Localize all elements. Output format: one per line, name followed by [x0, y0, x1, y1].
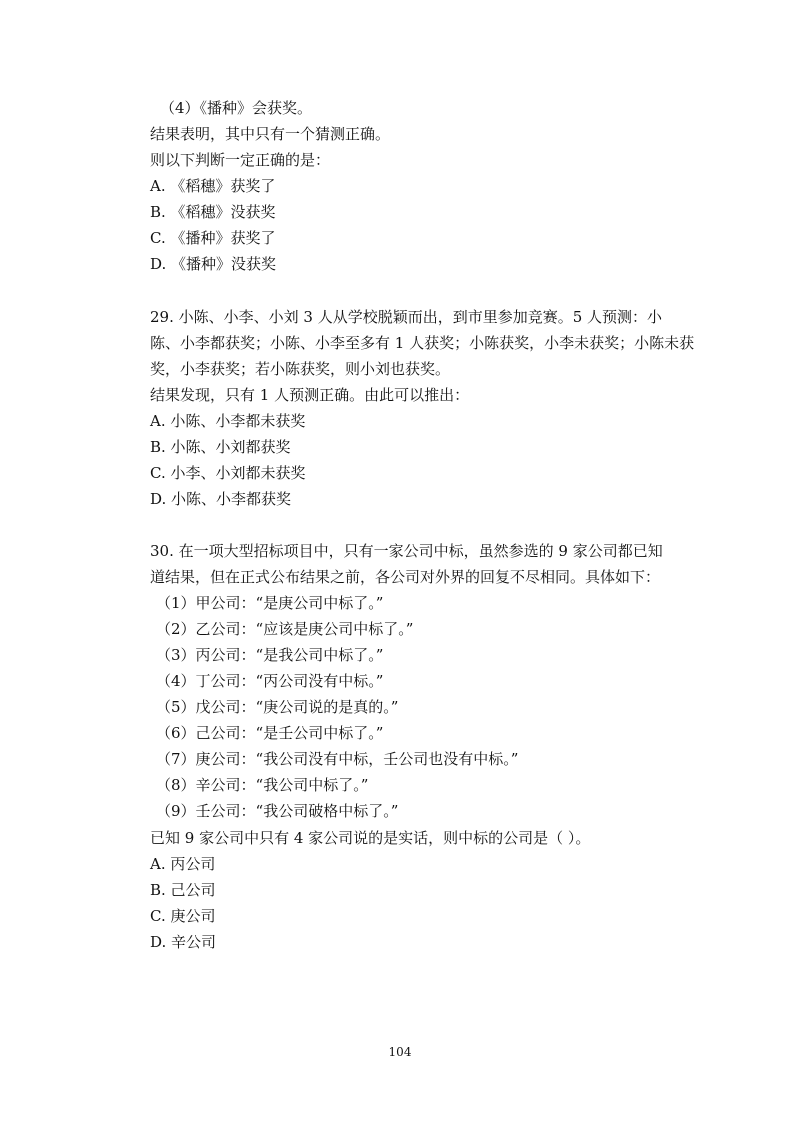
- q30-statement-8: （8）辛公司：“我公司中标了。”: [156, 776, 369, 794]
- q30-stem-line-2: 道结果，但在正式公布结果之前，各公司对外界的回复不尽相同。具体如下：: [150, 568, 661, 586]
- q28-item-4: （4）《播种》会获奖。: [160, 99, 313, 117]
- q30-stem-line-1: 30. 在一项大型招标项目中，只有一家公司中标，虽然参选的 9 家公司都已知: [150, 542, 663, 560]
- q28-option-c: C. 《播种》获奖了: [150, 229, 276, 247]
- q30-statement-6: （6）己公司：“是壬公司中标了。”: [156, 724, 384, 742]
- q28-prompt: 则以下判断一定正确的是：: [150, 151, 331, 169]
- q30-statement-1: （1）甲公司：“是庚公司中标了。”: [156, 594, 384, 612]
- q30-question: 已知 9 家公司中只有 4 家公司说的是实话，则中标的公司是（ ）。: [150, 829, 591, 847]
- q28-result: 结果表明，其中只有一个猜测正确。: [150, 125, 391, 143]
- q29-result: 结果发现，只有 1 人预测正确。由此可以推出：: [150, 386, 470, 404]
- q28-option-d: D. 《播种》没获奖: [150, 255, 277, 273]
- q30-statement-9: （9）壬公司：“我公司破格中标了。”: [156, 802, 399, 820]
- q29-stem-line-3: 奖，小李获奖；若小陈获奖，则小刘也获奖。: [150, 360, 451, 378]
- page-number: 104: [388, 1045, 412, 1059]
- q30-statement-4: （4）丁公司：“丙公司没有中标。”: [156, 672, 384, 690]
- q30-option-a: A. 丙公司: [150, 855, 216, 873]
- q29-stem-line-1: 29. 小陈、小李、小刘 3 人从学校脱颖而出，到市里参加竞赛。5 人预测：小: [150, 308, 663, 326]
- q29-option-c: C. 小李、小刘都未获奖: [150, 464, 306, 482]
- q30-statement-2: （2）乙公司：“应该是庚公司中标了。”: [156, 620, 414, 638]
- q28-option-a: A. 《稻穗》获奖了: [150, 177, 276, 195]
- q29-option-d: D. 小陈、小李都获奖: [150, 490, 292, 508]
- q30-statement-7: （7）庚公司：“我公司没有中标，壬公司也没有中标。”: [156, 750, 519, 768]
- q30-option-b: B. 己公司: [150, 881, 216, 899]
- q28-option-b: B. 《稻穗》没获奖: [150, 203, 276, 221]
- q30-option-d: D. 辛公司: [150, 933, 217, 951]
- q30-statement-5: （5）戊公司：“庚公司说的是真的。”: [156, 698, 399, 716]
- q30-option-c: C. 庚公司: [150, 907, 216, 925]
- q29-option-a: A. 小陈、小李都未获奖: [150, 412, 306, 430]
- q29-option-b: B. 小陈、小刘都获奖: [150, 438, 291, 456]
- q30-statement-3: （3）丙公司：“是我公司中标了。”: [156, 646, 384, 664]
- q29-stem-line-2: 陈、小李都获奖；小陈、小李至多有 1 人获奖；小陈获奖，小李未获奖；小陈未获: [150, 334, 695, 352]
